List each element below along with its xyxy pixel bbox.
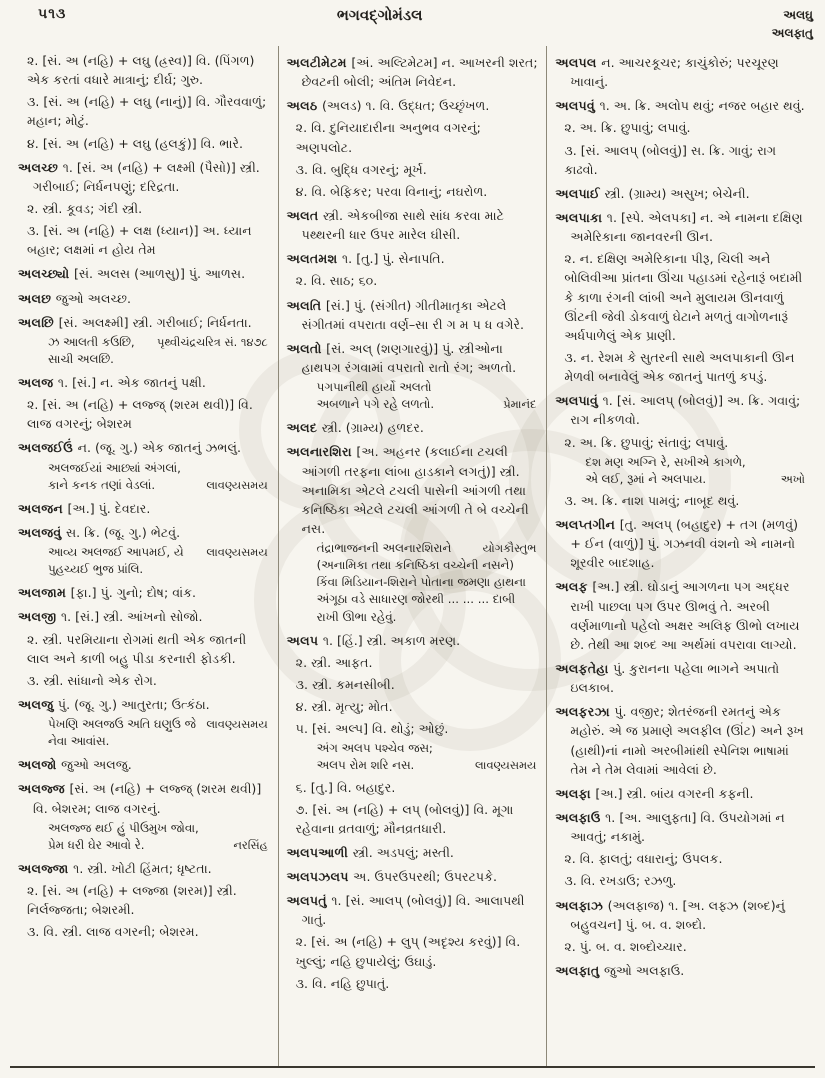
- quote-attribution: પ્રેમાનંદ: [503, 397, 537, 412]
- verse-quote: [48, 544, 268, 578]
- entry-sense: ૩. વિ. બુદ્ધિ વગરનું; મૂર્ખ.: [295, 161, 427, 177]
- quote-attribution: લાવણ્યસમય: [206, 477, 268, 492]
- entry-sense: ૩. [સં. અ (નહિ) + લઘુ (નાનું)] વિ. ગૌરવવાળું; મહાન; મોટું.: [27, 94, 267, 129]
- entry-sense: ૩. વિ. નહિ છુપાતું.: [295, 975, 390, 991]
- headword: અલજામ: [18, 585, 71, 601]
- quote-line: અલજઈયાં આછ્યાં અંગલાં,: [48, 460, 181, 475]
- entry-sense: ૩. અ. ક્રિ. નાશ પામવું; નાબૂદ થવું.: [564, 492, 740, 508]
- dictionary-entry: અલફરઝા પું. વજીર; શેતરંજની રમતનું એક મહોરું. એ જ પ્રમાણે અલફીલ (ઊંટ) અને રૂખ (હાથી)નાં નામો અરબીમાંથી સ્પેનિશ ભાષામાં તેમ ને તેમ લેવામાં આવેલાં છે.: [555, 704, 804, 777]
- guide-word-first: અલઘુ: [783, 8, 813, 22]
- dictionary-entry: અલચ્છ્યો [સં. અલસ (આળસુ)] પું. આળસ.: [18, 266, 246, 282]
- dictionary-entry: અલછ જુઓ અલચ્છ.: [18, 290, 131, 306]
- dictionary-entry: અલપાઈ સ્ત્રી. (ગ્રામ્ય) અસુખ; બેચેની.: [555, 185, 750, 201]
- headword: અલજન: [18, 500, 68, 516]
- verse-quote: [48, 334, 268, 368]
- quote-line: પ્રેમાનંદ અબળાને પગે રહે લળતો.: [316, 397, 537, 412]
- headword: અલપલ: [555, 55, 602, 70]
- dictionary-column: [10, 46, 278, 1066]
- dictionary-entry: અલફાઝ (અલફાજ) ૧. [અ. લફ્ઝ (શબ્દ)નું બહુવચન] પું. બ. વ. શબ્દો.: [555, 897, 786, 932]
- headword: અલફરઝા: [555, 704, 615, 720]
- entry-sense: ૨. સ્ત્રી. આફત.: [295, 654, 373, 670]
- dictionary-entry: અલજવું સ. ક્રિ. (જૂ. ગુ.) ભેટવું.: [18, 524, 181, 540]
- headword: અલફાઉ: [555, 809, 606, 825]
- dictionary-entry: અલજુ પું. (જૂ. ગુ.) આતુરતા; ઉત્કંઠા.: [18, 696, 210, 712]
- headword: અલતો: [286, 340, 327, 356]
- dictionary-entry: અલતિ [સં.] પું. (સંગીત) ગીતીમાતૃકા એટલે સંગીતમાં વપરાતા વર્ણ–સા રી ગ મ પ ધ વગેરે.: [286, 297, 524, 332]
- quote-line: લાવણ્યસમય અલપ રોમ શરિ નસ.: [316, 758, 537, 773]
- entry-sense: ૨. ન. દક્ષિણ અમેરિકાના પીરૂ, ચિલી અને બોલિવીઆ પ્રાંતના ઊંચા પહાડમાં રહેનારૂં બદામી કે કાળા રંગની લાંબી અને મુલાયમ ઊનવાળું ઊંટની જેવી ડોકવાળું ઘેટાને મળતું વાગોળનારૂં અર્ધપાળેલું એક પ્રાણી.: [564, 251, 803, 343]
- entry-sense: ૩. [સં. આલપ્ (બોલવું)] સ. ક્રિ. ગાવું; રાગ કાઢવો.: [564, 142, 777, 177]
- quote-attribution: અખો: [780, 471, 806, 486]
- headword: અલપ્તગીન: [555, 517, 620, 532]
- headword: અલજ: [18, 375, 58, 391]
- dictionary-entry: અલજ્જ [સં. અ (નહિ) + લજ્જ્ (શરમ થવી)] વિ. બેશરમ; લાજ વગરનું.: [18, 781, 262, 816]
- entry-sense: ૬. [તુ.] વિ. બહાદુર.: [295, 779, 396, 795]
- quote-line: પૃથ્વીચંદ્રચરિત્ર સં. ૧૪૭૮ ઝ આલતી કઉછિ, સાચી અલછિ.: [48, 334, 268, 366]
- quote-line: યોગકૌસ્તુભ તંદ્રાભાજનની અલનારશિરાને (અનામિકા તથા કનિષ્ઠિકા વચ્ચેની નસને) કિંવા મિડિયાન-શિરાને પોતાના જમણા હાથના અંગૂઠા વડે સાધારણ જોરથી ... ... ... દાબી રાખી ઊભા રહેવું.: [316, 541, 537, 624]
- dictionary-entry: અલફાઉ ૧. [અ. આલુફતા] વિ. ઉપયોગમાં ન આવતું; નકામું.: [555, 809, 785, 845]
- dictionary-entry: અલપ્તગીન [તુ. અલપ્ (બહાદુર) + તગ (મળવું) + ઈન (વાળું)] પું. ગઝનવી વંશનો એ નામનો શૂરવીર બાદશાહ.: [555, 517, 798, 571]
- quote-attribution: યોગકૌસ્તુભ: [482, 541, 537, 556]
- entry-sense: ૪. સ્ત્રી. મૃત્યુ; મોત.: [295, 699, 393, 715]
- entry-sense: ૭. [સં. અ (નહિ) + લપ્ (બોલવું)] વિ. મૂગા રહેવાના વ્રતવાળું; મૌનવ્રતધારી.: [295, 801, 514, 836]
- dictionary-entry: અલપાકા ૧. [સ્પે. એલપકા] ન. એ નામના દક્ષિણ અમેરિકાના જાનવરની ઊન.: [555, 209, 803, 245]
- headword: અલતિ: [286, 297, 326, 313]
- quote-line: અખો એ લઈ, રૂમાં ને અલપાય.: [585, 471, 806, 486]
- headword: અલત: [286, 207, 324, 223]
- headword: અલટીમેટમ: [286, 55, 352, 70]
- entry-sense: ૪. [સં. અ (નહિ) + લઘુ (હલકું)] વિ. ભારે.: [27, 135, 244, 151]
- dictionary-entry: અલફતેહા પું. કુરાનના પહેલા ભાગને અપાતો ઇલકાબ.: [555, 660, 780, 696]
- headword: અલજવું: [18, 524, 66, 540]
- quote-line: લાવણ્યસમય પેખણિ અલજઉ અતિ ઘણુઉ જે નેવા આવાંસ.: [48, 717, 268, 749]
- page-header: [10, 6, 815, 46]
- entry-sense: ૨. વિ. સાઠ; ૬૦.: [295, 273, 378, 289]
- quote-attribution: નરસિંહ: [233, 837, 268, 852]
- verse-quote: [48, 820, 268, 854]
- dictionary-entry: અલજ ૧. [સં.] ન. એક જાતનું પક્ષી.: [18, 375, 206, 391]
- dictionary-entry: અલટીમેટમ [અં. અલ્ટિમેટમ] ન. આખરની શરત; છેવટની બોલી; અંતિમ નિવેદન.: [286, 55, 538, 90]
- dictionary-columns: [10, 46, 815, 1068]
- entry-sense: ૪. વિ. બેફિકર; પરવા વિનાનું; નઘરોળ.: [295, 183, 488, 199]
- dictionary-entry: અલપવું ૧. અ. ક્રિ. અલોપ થવું; નજર બહાર થવું.: [555, 98, 805, 114]
- entry-sense: ૩. સ્ત્રી. સાંધાનો એક રોગ.: [27, 672, 157, 688]
- verse-quote: [317, 540, 537, 625]
- dictionary-entry: અલપઆળી સ્ત્રી. અડપલું; મસ્તી.: [286, 844, 454, 860]
- headword: અલફતેહા: [555, 660, 614, 676]
- verse-quote: [317, 740, 537, 774]
- entry-sense: ૨. [સં. અ (નહિ) + લઘુ (હ્રસ્વ)] વિ. (પિંગળ) એક કરતાં વધારે માત્રાનું; દીર્ઘ; ગુરુ.: [27, 53, 255, 88]
- headword: અલતમશ: [286, 251, 343, 267]
- entry-sense: ૩. [સં. અ (નહિ) + લક્ષ (ધ્યાન)] અ. ધ્યાન બહાર; લક્ષમાં ન હોય તેમ: [27, 223, 252, 258]
- entry-sense: ૩. સ્ત્રી. કમનસીબી.: [295, 676, 395, 692]
- headword: અલફ: [555, 579, 593, 595]
- dictionary-entry: અલજઈઉં ન. (જૂ. ગુ.) એક જાતનું ઝભલું.: [18, 440, 241, 456]
- verse-quote: [48, 460, 268, 494]
- book-title: ભગવદ્ગોમંડલ: [336, 6, 423, 24]
- dictionary-entry: અલજન [અ.] પું. દેવદાર.: [18, 500, 151, 516]
- dictionary-column: [278, 46, 547, 1066]
- dictionary-entry: અલપઝલપ અ. ઉપરઉપરથી; ઉપરટપકે.: [286, 869, 497, 885]
- dictionary-entry: અલપલ ન. આચરકૂચર; કાચુંકોરું; પરચૂરણ ખાવાનું.: [555, 55, 779, 90]
- entry-sense: ૨. સ્ત્રી. પરમિયાના રોગમાં થતી એક જાતની લાલ અને કાળી બહુ પીડા કરનારી ફોડકી.: [27, 631, 247, 666]
- headword: અલચ્છ: [18, 159, 63, 175]
- headword: અલપવું: [555, 98, 600, 114]
- quote-line: લાવણ્યસમય આવ્ય અલજઈ આપમઈ, યે પુહચ્યઈ ભુજ પ્રાંલિ.: [48, 545, 268, 577]
- quote-attribution: લાવણ્યસમય: [206, 717, 268, 732]
- dictionary-entry: અલઠ (અલડ) ૧. વિ. ઉદ્ધત; ઉચ્છૃંખળ.: [286, 98, 490, 114]
- headword: અલફાઝ: [555, 897, 608, 913]
- dictionary-entry: અલફાતુ જુઓ અલફાઉ.: [555, 962, 685, 978]
- headword: અલપઆળી: [286, 844, 353, 860]
- headword: અલનારશિરા: [286, 444, 357, 460]
- headword: અલપાઈ: [555, 185, 605, 201]
- entry-sense: ૨. વિ. દુનિયાદારીના અનુભવ વગરનું; અણપલોટ.: [295, 120, 481, 155]
- entry-sense: ૨. પું. બ. વ. શબ્દોચ્ચાર.: [564, 938, 687, 954]
- headword: અલપાવું: [555, 393, 603, 409]
- dictionary-column: [546, 46, 815, 1066]
- entry-sense: ૩. ન. રેશમ કે સુતરની સાથે અલપાકાની ઊન મેળવી બનાવેલું એક જાતનું પાતળું કપડું.: [564, 349, 795, 385]
- dictionary-entry: અલચ્છ ૧. [સં. અ (નહિ) + લક્ષ્મી (પૈસો)] સ્ત્રી. ગરીબાઈ; નિર્ધનપણું; દરિદ્રતા.: [18, 159, 260, 194]
- quote-line: લાવણ્યસમય કાને કનક તણાં વેડલાં.: [48, 477, 268, 492]
- entry-sense: ૨. સ્ત્રી. કૂવડ; ગંદી સ્ત્રી.: [27, 200, 143, 216]
- headword: અલજુ: [18, 696, 58, 712]
- headword: અલછ: [18, 290, 56, 306]
- dictionary-entry: અલજી ૧. [સં.] સ્ત્રી. આંખનો સોજો.: [18, 609, 203, 625]
- dictionary-entry: અલનારશિરા [અ. અહનર (કલાઈના ટચલી આંગળી તરફના લાંબા હાડકાને લગતું)] સ્ત્રી. અનામિકા એટલે ટચલી પાસેની આંગળી તથા કનિષ્ઠિકા એટલે ટચલી આંગળી તે બે વચ્ચેની નસ.: [286, 444, 529, 536]
- verse-quote: [48, 716, 268, 750]
- dictionary-entry: અલફા [અ.] સ્ત્રી. બાંય વગરની કફની.: [555, 785, 754, 801]
- entry-sense: ૨. [સં. અ (નહિ) + લુપ્ (અદૃશ્ય કરવું)] વિ. ખુલ્લું; નહિ છુપાયેલું; ઉઘાડું.: [295, 934, 521, 969]
- headword: અલપાકા: [555, 209, 607, 225]
- quote-attribution: લાવણ્યસમય: [475, 758, 537, 773]
- dictionary-entry: અલત સ્ત્રી. એકબીજા સાથે સાંધ કરવા માટે પથ્થરની ધાર ઉપર મારેલ ઘીસી.: [286, 207, 504, 243]
- verse-quote: [585, 454, 805, 488]
- entry-sense: ૨. અ. ક્રિ. છુપાવું; લપાવું.: [564, 120, 691, 136]
- headword: અલજઈઉં: [18, 440, 78, 456]
- dictionary-entry: અલફ [અ.] સ્ત્રી. ઘોડાનું આગળના પગ અદ્ધર રાખી પાછલા પગ ઉપર ઊભવું તે. અરબી વર્ણમાળાનો પહેલો અક્ષર અલિફ ઊભો લખાય છે. તેથી આ શબ્દ આ અર્થમાં વપરાવા લાગ્યો.: [555, 579, 800, 652]
- dictionary-entry: અલતો [સં. અલ્ (શણગારવું)] પું. સ્ત્રીઓના હાથપગ રંગવામાં વપરાતો રાતો રંગ; અળતો.: [286, 340, 517, 375]
- headword: અલછિ: [18, 314, 59, 330]
- entry-sense: ૨. વિ. ફાલતું; વધારાનું; ઉપલક.: [564, 851, 723, 867]
- dictionary-entry: અલપાવું ૧. [સં. આલપ્ (બોલવું)] અ. ક્રિ. ગવાવું; રાગ નીકળવો.: [555, 393, 801, 428]
- headword: અલફા: [555, 785, 596, 801]
- entry-sense: ૫. [સં. અલ્પ] વિ. થોડું; ઓછું.: [295, 721, 449, 737]
- quote-line: અંગ અલપ પશ્ચેવ જસ;: [316, 741, 433, 756]
- headword: અલચ્છ્યો: [18, 266, 74, 282]
- verse-quote: [317, 379, 537, 413]
- headword: અલપ: [286, 632, 323, 648]
- dictionary-entry: અલપ ૧. [હિં.] સ્ત્રી. અકાળ મરણ.: [286, 632, 461, 648]
- dictionary-entry: અલપતું ૧. [સં. આલપ્ (બોલવું)] વિ. આલાપથી ગાતું.: [286, 893, 525, 928]
- quote-line: અલજ્જ થઈ હું પીઉમુખ જોવા,: [48, 820, 199, 835]
- entry-sense: ૩. વિ. રખડાઉ; રઝળુ.: [564, 873, 677, 889]
- entry-sense: ૨. [સં. અ (નહિ) + લજ્જ્ (શરમ થવી)] વિ. લાજ વગરનું; બેશરમ: [27, 397, 253, 432]
- quote-attribution: પૃથ્વીચંદ્રચરિત્ર સં. ૧૪૭૮: [156, 334, 268, 349]
- dictionary-entry: અલતમશ ૧. [તુ.] પું. સેનાપતિ.: [286, 251, 445, 267]
- page-number: ૫૧૩: [38, 6, 67, 22]
- entry-sense: ૨. અ. ક્રિ. છુપાવું; સંતાવું; લપાવું.: [564, 434, 729, 450]
- entry-sense: ૩. વિ. સ્ત્રી. લાજ વગરની; બેશરમ.: [27, 924, 199, 940]
- headword: અલજી: [18, 609, 61, 625]
- headword: અલજો: [18, 757, 62, 773]
- headword: અલજ્જા: [18, 860, 74, 876]
- quote-attribution: લાવણ્યસમય: [206, 545, 268, 560]
- headword: અલફાતુ: [555, 962, 604, 978]
- headword: અલદ: [286, 420, 322, 436]
- headword: અલપઝલપ: [286, 869, 354, 885]
- quote-line: નરસિંહ પ્રેમ ધરી ઘેર આવો રે.: [48, 837, 268, 852]
- guide-words: [693, 6, 815, 42]
- quote-line: દશ મણ અગ્નિ રે, સખીએ કાગળે,: [585, 454, 746, 469]
- entry-sense: ૨. [સં. અ (નહિ) + લજ્જા (શરમ)] સ્ત્રી. નિર્લજ્જતા; બેશરમી.: [27, 883, 237, 918]
- guide-word-last: અલફાતુ: [771, 26, 813, 40]
- quote-line: પગપાનીથી હાર્યો અલતો: [316, 380, 432, 395]
- dictionary-entry: અલજ્જા ૧. સ્ત્રી. ખોટી હિંમત; ધૃષ્ટતા.: [18, 860, 212, 876]
- headword: અલપતું: [286, 893, 332, 909]
- dictionary-entry: અલજો જુઓ અલજુ.: [18, 757, 132, 773]
- headword: અલઠ: [286, 98, 322, 114]
- dictionary-entry: અલજામ [ફા.] પું. ગુનો; દોષ; વાંક.: [18, 585, 197, 601]
- dictionary-entry: અલછિ [સં. અલક્ષ્મી] સ્ત્રી. ગરીબાઈ; નિર્ધનતા.: [18, 314, 252, 330]
- headword: અલજ્જ: [18, 781, 70, 797]
- dictionary-entry: અલદ સ્ત્રી. (ગ્રામ્ય) હળદર.: [286, 420, 424, 436]
